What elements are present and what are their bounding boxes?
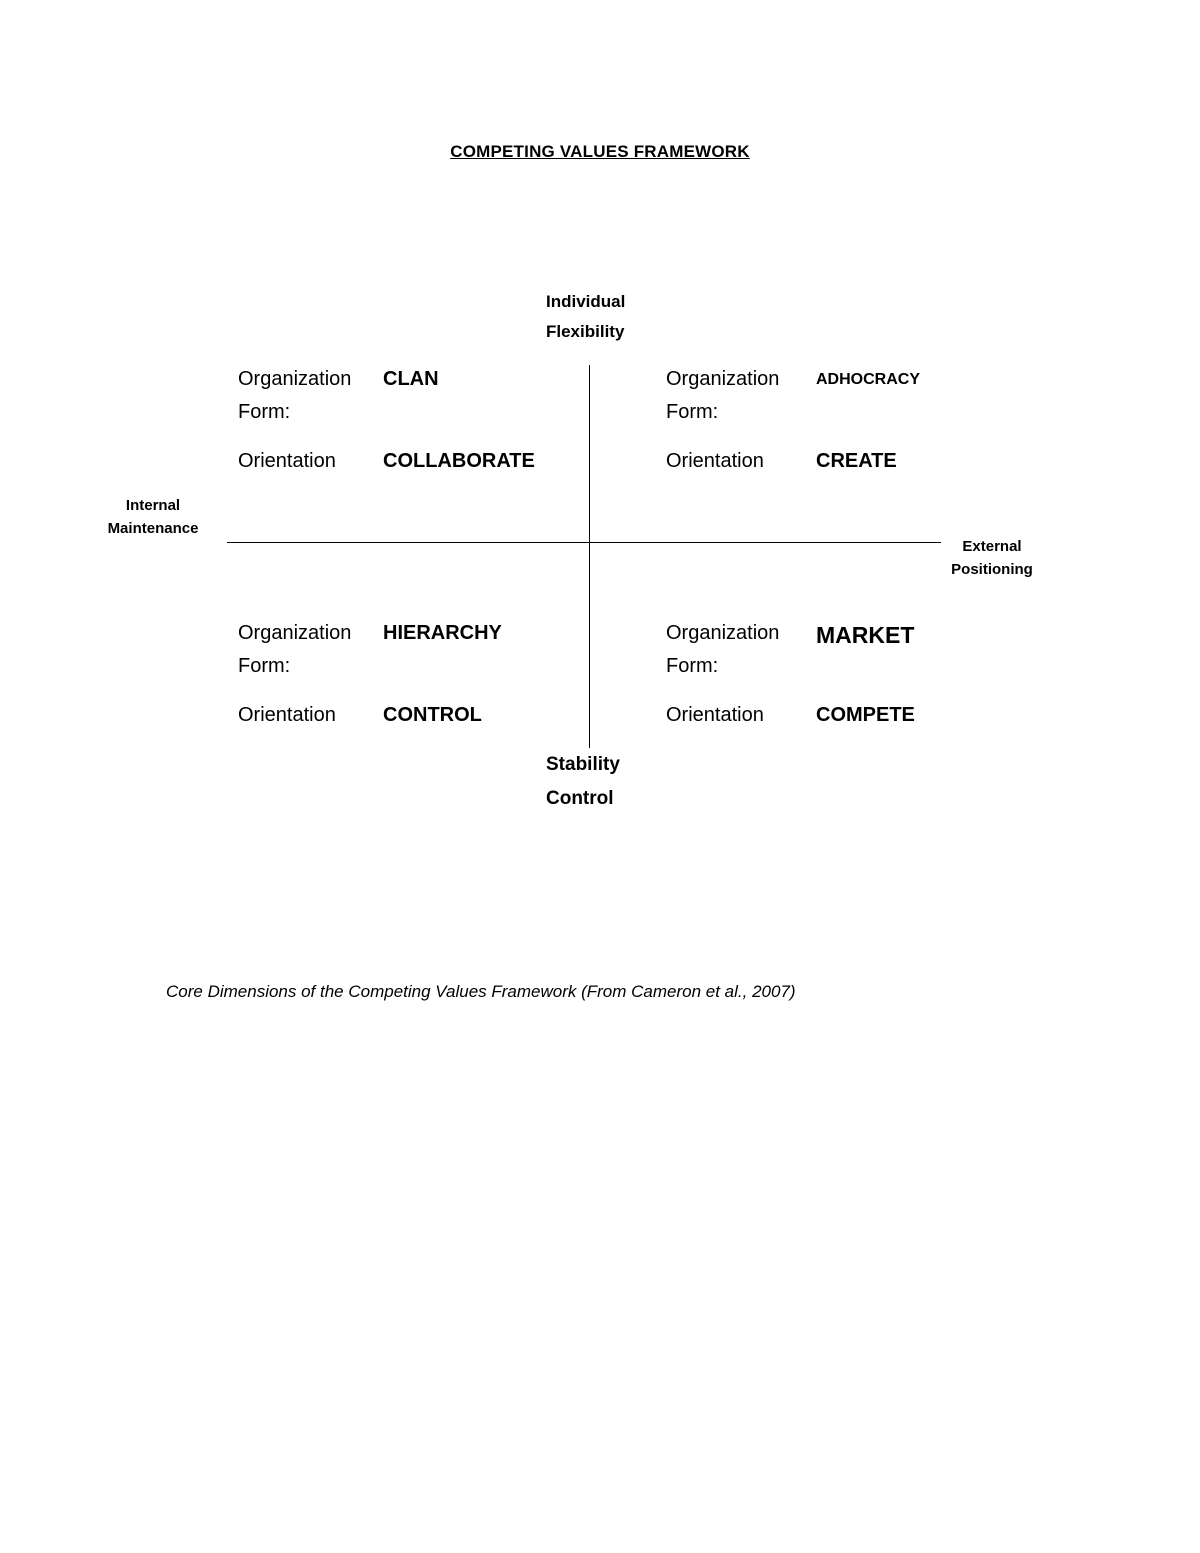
axis-right-label — [942, 535, 1042, 581]
axis-bottom-line-1: Stability — [546, 754, 620, 775]
q-bottom-right-form-value: MARKET — [816, 622, 915, 648]
q-top-right-orientation-label: Orientation — [666, 450, 764, 472]
horizontal-axis-line — [227, 542, 941, 543]
q-top-left-orientation-label: Orientation — [238, 450, 336, 472]
axis-bottom-label — [546, 748, 620, 816]
axis-top-line-1: Individual — [546, 292, 626, 311]
q-bottom-left-orientation-label: Orientation — [238, 704, 336, 726]
diagram-title: COMPETING VALUES FRAMEWORK — [450, 142, 750, 161]
q-bottom-left-orientation-value: CONTROL — [383, 704, 482, 726]
q-top-left-form-label: Organization Form: — [238, 368, 352, 423]
q-bottom-left-form-value: HIERARCHY — [383, 622, 502, 644]
axis-right-line-2: Positioning — [951, 561, 1033, 578]
q-top-right-form-value: ADHOCRACY — [816, 371, 920, 388]
axis-left-label — [92, 494, 214, 540]
axis-bottom-line-2: Control — [546, 788, 614, 809]
q-bottom-right-form-label: Organization Form: — [666, 622, 780, 677]
axis-right-line-1: External — [962, 538, 1022, 555]
axis-left-line-2: Maintenance — [107, 520, 199, 537]
q-top-left-form-value: CLAN — [383, 368, 439, 390]
axis-left-line-1: Internal — [125, 497, 181, 514]
q-top-right-orientation-value: CREATE — [816, 450, 897, 472]
axis-top-line-2: Flexibility — [546, 322, 625, 341]
q-top-right-form-label: Organization Form: — [666, 368, 780, 423]
q-bottom-left-form-label: Organization Form: — [238, 622, 352, 677]
q-top-left-orientation-value: COLLABORATE — [383, 450, 535, 472]
q-bottom-right-orientation-value: COMPETE — [816, 704, 915, 726]
figure-caption: Core Dimensions of the Competing Values Framework (From Cameron et al., 2007) — [166, 982, 796, 1001]
vertical-axis-line — [589, 365, 590, 748]
q-bottom-right-orientation-label: Orientation — [666, 704, 764, 726]
axis-top-label — [546, 287, 625, 347]
